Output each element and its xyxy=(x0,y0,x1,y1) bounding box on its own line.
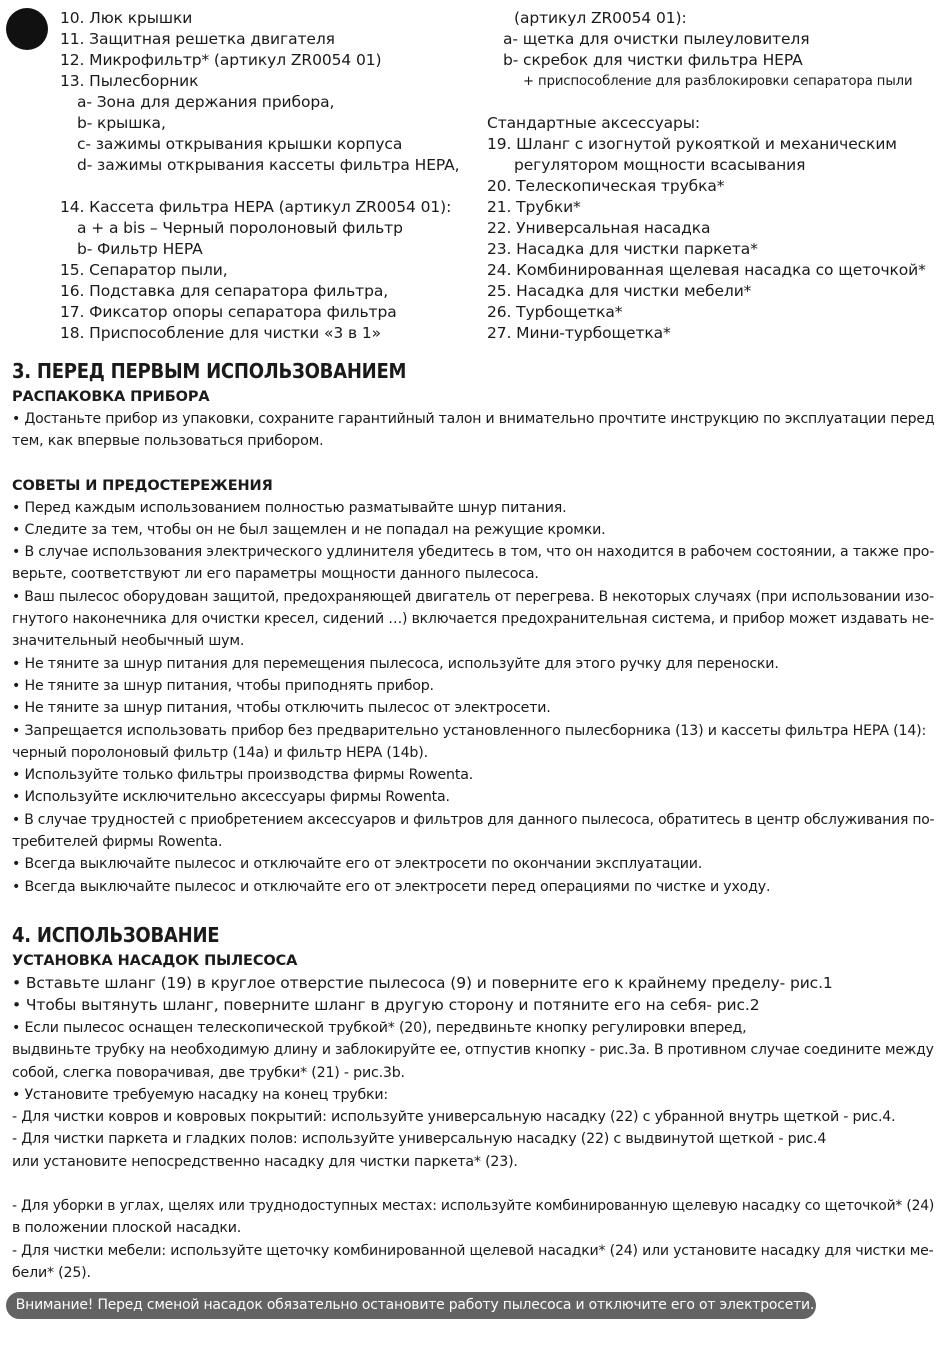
unpacking-heading: РАСПАКОВКА ПРИБОРА xyxy=(12,389,210,405)
paragraph-line: или установите непосредственно насадку для чистки паркета* (23). xyxy=(12,1153,518,1170)
list-item: b- Фильтр HEPA xyxy=(77,240,203,258)
paragraph-line: собой, слегка поворачивая, две трубки* (21) - рис.3b. xyxy=(12,1064,405,1081)
list-item: d- зажимы открывания кассеты фильтра HEPA, xyxy=(77,156,460,174)
paragraph-line: • Всегда выключайте пылесос и отключайте его от электросети перед операциями по чистке и уходу. xyxy=(12,878,771,895)
spacer xyxy=(487,92,942,113)
paragraph-line: • Всегда выключайте пылесос и отключайте его от электросети по окончании эксплуатации. xyxy=(12,856,703,873)
main-content xyxy=(12,356,934,1284)
list-item: 19. Шланг с изогнутой рукояткой и механическим xyxy=(487,135,897,153)
tips-heading: СОВЕТЫ И ПРЕДОСТЕРЕЖЕНИЯ xyxy=(12,477,273,494)
parts-list-left xyxy=(60,8,480,344)
accessories-heading: Стандартные аксессуары: xyxy=(487,114,701,132)
section-3-title: 3. ПЕРЕД ПЕРВЫМ ИСПОЛЬЗОВАНИЕМ xyxy=(12,359,407,383)
list-item: 20. Телескопическая трубка* xyxy=(487,177,725,195)
paragraph-line: • Если пылесос оснащен телескопической трубкой* (20), передвиньте кнопку регулировки вперед, xyxy=(12,1019,747,1036)
paragraph-line: • Следите за тем, чтобы он не был защемлен и не попадал на режущие кромки. xyxy=(12,521,606,538)
list-item: 13. Пылесборник xyxy=(60,72,199,90)
warning-banner: Внимание! Перед сменой насадок обязательно остановите работу пылесоса и отключите его от электросети. xyxy=(6,1292,816,1319)
paragraph-line: черный поролоновый фильтр (14a) и фильтр HEPA (14b). xyxy=(12,744,428,761)
list-item: a- Зона для держания прибора, xyxy=(77,93,335,111)
list-item: 25. Насадка для чистки мебели* xyxy=(487,282,752,300)
paragraph-line: - Для чистки мебели: используйте щеточку комбинированной щелевой насадки* (24) или установите насадку для чистки ме- xyxy=(12,1242,934,1259)
list-item: c- зажимы открывания крышки корпуса xyxy=(77,135,403,153)
list-item: + приспособление для разблокировки сепаратора пыли xyxy=(523,74,913,89)
list-item: 11. Защитная решетка двигателя xyxy=(60,30,335,48)
list-item: 21. Трубки* xyxy=(487,198,581,216)
parts-list-right xyxy=(487,8,942,344)
list-item: 23. Насадка для чистки паркета* xyxy=(487,240,758,258)
paragraph-line: • Не тяните за шнур питания, чтобы отключить пылесос от электросети. xyxy=(12,700,551,717)
attachments-heading: УСТАНОВКА НАСАДОК ПЫЛЕСОСА xyxy=(12,952,298,969)
paragraph-line: в положении плоской насадки. xyxy=(12,1220,242,1237)
list-item: регулятором мощности всасывания xyxy=(514,156,806,174)
paragraph-line: • Чтобы вытянуть шланг, поверните шланг в другую сторону и потяните его на себя- рис.2 xyxy=(12,996,760,1015)
list-item: 18. Приспособление для чистки «3 в 1» xyxy=(60,324,381,342)
list-item: 14. Кассета фильтра HEPA (артикул ZR0054 01): xyxy=(60,198,452,216)
paragraph-line: гнутого наконечника для очистки кресел, сидений …) включается предохранительная система, и прибор может издавать не- xyxy=(12,611,934,628)
paragraph-line: бели* (25). xyxy=(12,1264,91,1281)
list-item: 10. Люк крышки xyxy=(60,9,193,27)
page-marker-dot xyxy=(6,8,48,50)
paragraph-line: - Для чистки паркета и гладких полов: используйте универсальную насадку (22) с выдвинутой щеткой - рис.4 xyxy=(12,1131,827,1148)
paragraph-line: требителей фирмы Rowenta. xyxy=(12,834,223,851)
list-item: 27. Мини-турбощетка* xyxy=(487,324,671,342)
paragraph-line: • В случае трудностей с приобретением аксессуаров и фильтров для данного пылесоса, обратитесь в центр обслуживания по- xyxy=(12,811,935,828)
paragraph-line: • Не тяните за шнур питания для перемещения пылесоса, используйте для этого ручку для переноски. xyxy=(12,655,779,672)
paragraph-line: тем, как впервые пользоваться прибором. xyxy=(12,433,324,450)
list-item: 24. Комбинированная щелевая насадка со щеточкой* xyxy=(487,261,926,279)
list-item: b- скребок для чистки фильтра HEPA xyxy=(503,51,803,69)
list-item: 26. Турбощетка* xyxy=(487,303,623,321)
paragraph-line: • Достаньте прибор из упаковки, сохраните гарантийный талон и внимательно прочтите инструкцию по эксплуатации перед xyxy=(12,411,935,427)
paragraph-line: • Используйте только фильтры производства фирмы Rowenta. xyxy=(12,767,474,784)
paragraph-line: • Ваш пылесос оборудован защитой, предохраняющей двигатель от перегрева. В некоторых случаях (при использовании изо- xyxy=(12,588,934,605)
paragraph-line: значительный необычный шум. xyxy=(12,633,245,650)
spacer xyxy=(12,453,934,475)
paragraph-line: - Для чистки ковров и ковровых покрытий: используйте универсальную насадку (22) с убранной внутрь щеткой - рис.4. xyxy=(12,1109,896,1126)
list-item: a- щетка для очистки пылеуловителя xyxy=(503,30,810,48)
spacer xyxy=(60,176,480,197)
paragraph-line: • Установите требуемую насадку на конец трубки: xyxy=(12,1086,388,1103)
paragraph-line: • Запрещается использовать прибор без предварительно установленного пылесборника (13) и кассеты фильтра HEPA (14): xyxy=(12,722,927,739)
paragraph-line: выдвиньте трубку на необходимую длину и заблокируйте ее, отпустив кнопку - рис.3a. В противном случае соедините между xyxy=(12,1042,934,1059)
list-item: (артикул ZR0054 01): xyxy=(514,9,687,27)
list-item: 22. Универсальная насадка xyxy=(487,219,711,237)
paragraph-line: • Перед каждым использованием полностью разматывайте шнур питания. xyxy=(12,499,567,516)
section-4-title: 4. ИСПОЛЬЗОВАНИЕ xyxy=(12,922,220,947)
list-item: 15. Сепаратор пыли, xyxy=(60,261,228,279)
list-item: 12. Микрофильтр* (артикул ZR0054 01) xyxy=(60,51,382,69)
list-item: b- крышка, xyxy=(77,114,166,132)
paragraph-line: верьте, соответствуют ли его параметры мощности данного пылесоса. xyxy=(12,566,539,583)
paragraph-line: - Для уборки в углах, щелях или труднодоступных местах: используйте комбинированную щелевую насадку со щеточкой* (24) xyxy=(12,1198,935,1215)
list-item: 16. Подставка для сепаратора фильтра, xyxy=(60,282,389,300)
paragraph-line: • Используйте исключительно аксессуары фирмы Rowenta. xyxy=(12,789,450,806)
paragraph-line: • Вставьте шланг (19) в круглое отверстие пылесоса (9) и поверните его к крайнему пределу- рис.1 xyxy=(12,973,833,992)
list-item: 17. Фиксатор опоры сепаратора фильтра xyxy=(60,303,397,321)
paragraph-line: • Не тяните за шнур питания, чтобы приподнять прибор. xyxy=(12,677,434,694)
spacer xyxy=(12,898,934,920)
list-item: a + a bis – Черный поролоновый фильтр xyxy=(77,219,403,237)
spacer xyxy=(12,1173,934,1195)
paragraph-line: • В случае использования электрического удлинителя убедитесь в том, что он находится в рабочем состоянии, а также про- xyxy=(12,544,935,561)
